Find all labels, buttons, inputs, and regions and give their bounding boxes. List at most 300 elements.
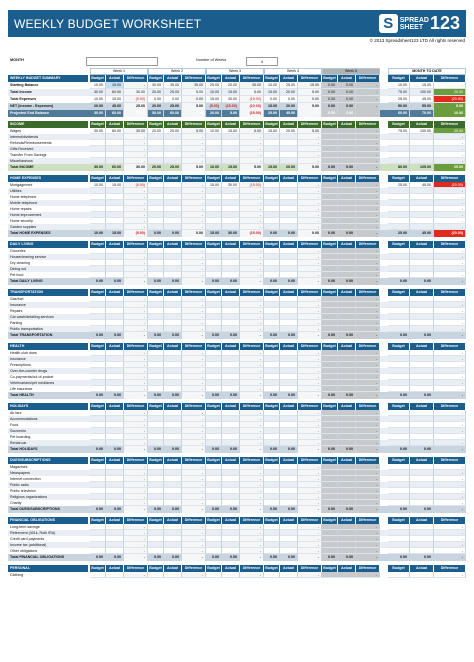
actual-cell[interactable]: 0.00 (164, 230, 182, 237)
difference-cell[interactable]: - (240, 206, 264, 212)
difference-cell[interactable]: - (182, 260, 206, 266)
actual-cell[interactable]: 60.00 (106, 89, 124, 96)
difference-cell[interactable]: - (240, 140, 264, 146)
difference-cell[interactable]: - (356, 446, 380, 453)
difference-cell[interactable]: - (356, 188, 380, 194)
difference-cell[interactable]: 30.00 (124, 110, 148, 117)
difference-cell[interactable]: - (240, 320, 264, 326)
actual-cell[interactable]: 45.00 (106, 103, 124, 110)
difference-cell[interactable]: - (298, 554, 322, 561)
difference-cell[interactable]: - (240, 464, 264, 470)
actual-cell[interactable]: 15.00 (106, 230, 124, 237)
difference-cell[interactable]: - (298, 524, 322, 530)
difference-cell[interactable]: 35.00 (182, 82, 206, 89)
budget-cell[interactable] (148, 572, 164, 578)
difference-cell[interactable]: 0.00 (182, 230, 206, 237)
difference-cell[interactable]: 35.00 (240, 82, 264, 89)
actual-cell[interactable]: 0.00 (106, 446, 124, 453)
budget-cell[interactable] (322, 572, 338, 578)
actual-cell[interactable]: 0.00 (164, 554, 182, 561)
difference-cell[interactable]: - (124, 362, 148, 368)
budget-cell[interactable]: 15.00 (264, 164, 280, 171)
budget-cell[interactable]: 15.00 (206, 182, 222, 188)
budget-cell[interactable]: 0.00 (264, 96, 280, 103)
difference-cell[interactable]: - (124, 482, 148, 488)
budget-cell[interactable]: 0.00 (148, 506, 164, 513)
difference-cell[interactable]: - (356, 212, 380, 218)
difference-cell[interactable]: - (356, 182, 380, 188)
difference-cell[interactable]: - (182, 194, 206, 200)
difference-cell[interactable]: - (298, 140, 322, 146)
budget-cell[interactable]: 0.00 (322, 110, 338, 117)
actual-cell[interactable] (280, 572, 298, 578)
difference-cell[interactable]: - (298, 350, 322, 356)
difference-cell[interactable]: - (182, 218, 206, 224)
difference-cell[interactable]: - (298, 188, 322, 194)
budget-cell[interactable]: 0.00 (206, 332, 222, 339)
difference-cell[interactable]: - (182, 428, 206, 434)
actual-cell[interactable]: 0.00 (338, 278, 356, 285)
difference-cell[interactable]: - (240, 212, 264, 218)
difference-cell[interactable]: - (240, 260, 264, 266)
difference-cell[interactable]: - (298, 224, 322, 230)
difference-cell[interactable]: - (298, 428, 322, 434)
difference-cell[interactable]: 5.00 (240, 128, 264, 134)
difference-cell[interactable]: - (356, 146, 380, 152)
difference-cell[interactable]: - (240, 194, 264, 200)
difference-cell[interactable]: - (356, 488, 380, 494)
difference-cell[interactable]: - (240, 380, 264, 386)
difference-cell[interactable]: - (182, 206, 206, 212)
difference-cell[interactable]: - (298, 572, 322, 578)
difference-cell[interactable]: - (124, 158, 148, 164)
difference-cell[interactable]: - (356, 308, 380, 314)
difference-cell[interactable]: - (356, 326, 380, 332)
difference-cell[interactable]: - (298, 494, 322, 500)
difference-cell[interactable]: - (182, 308, 206, 314)
actual-cell[interactable]: 20.00 (280, 164, 298, 171)
difference-cell[interactable]: - (182, 488, 206, 494)
difference-cell[interactable]: - (356, 140, 380, 146)
budget-cell[interactable]: 0.00 (206, 446, 222, 453)
budget-cell[interactable]: 30.00 (90, 110, 106, 117)
difference-cell[interactable]: - (240, 494, 264, 500)
difference-cell[interactable]: - (298, 356, 322, 362)
difference-cell[interactable]: - (298, 152, 322, 158)
difference-cell[interactable]: 5.00 (182, 103, 206, 110)
difference-cell[interactable]: - (240, 572, 264, 578)
difference-cell[interactable]: - (124, 536, 148, 542)
difference-cell[interactable]: - (356, 152, 380, 158)
actual-cell[interactable]: 15.00 (106, 82, 124, 89)
difference-cell[interactable]: - (182, 314, 206, 320)
difference-cell[interactable]: - (240, 254, 264, 260)
difference-cell[interactable]: - (124, 386, 148, 392)
difference-cell[interactable]: 5.00 (240, 164, 264, 171)
difference-cell[interactable]: - (356, 506, 380, 513)
difference-cell[interactable]: - (240, 368, 264, 374)
difference-cell[interactable]: - (182, 410, 206, 416)
difference-cell[interactable]: - (356, 89, 380, 96)
difference-cell[interactable]: - (356, 134, 380, 140)
difference-cell[interactable]: - (356, 416, 380, 422)
difference-cell[interactable]: - (356, 260, 380, 266)
difference-cell[interactable]: 5.00 (298, 103, 322, 110)
difference-cell[interactable]: - (356, 314, 380, 320)
difference-cell[interactable]: - (298, 476, 322, 482)
budget-cell[interactable]: 0.00 (148, 446, 164, 453)
difference-cell[interactable]: - (356, 128, 380, 134)
actual-cell[interactable]: 0.00 (280, 392, 298, 399)
difference-cell[interactable]: - (182, 392, 206, 399)
difference-cell[interactable]: - (182, 320, 206, 326)
difference-cell[interactable]: - (356, 320, 380, 326)
difference-cell[interactable]: 5.00 (240, 89, 264, 96)
actual-cell[interactable] (164, 572, 182, 578)
difference-cell[interactable]: - (298, 464, 322, 470)
actual-cell[interactable]: 0.00 (222, 278, 240, 285)
difference-cell[interactable]: - (240, 524, 264, 530)
budget-cell[interactable]: 0.00 (322, 278, 338, 285)
difference-cell[interactable]: - (182, 380, 206, 386)
actual-cell[interactable]: 25.00 (164, 128, 182, 134)
budget-cell[interactable]: 0.00 (322, 164, 338, 171)
difference-cell[interactable]: - (356, 548, 380, 554)
difference-cell[interactable]: - (298, 542, 322, 548)
difference-cell[interactable]: - (356, 296, 380, 302)
difference-cell[interactable]: - (298, 362, 322, 368)
budget-cell[interactable]: 0.00 (206, 392, 222, 399)
difference-cell[interactable]: - (124, 368, 148, 374)
budget-cell[interactable]: 10.00 (206, 89, 222, 96)
difference-cell[interactable]: - (356, 356, 380, 362)
difference-cell[interactable]: - (298, 200, 322, 206)
actual-cell[interactable] (338, 572, 356, 578)
difference-cell[interactable]: (15.00) (240, 182, 264, 188)
budget-cell[interactable]: 20.00 (148, 103, 164, 110)
actual-cell[interactable]: 0.00 (106, 554, 124, 561)
budget-cell[interactable]: 0.00 (322, 332, 338, 339)
difference-cell[interactable]: - (124, 152, 148, 158)
difference-cell[interactable]: - (356, 500, 380, 506)
actual-cell[interactable]: 20.00 (222, 82, 240, 89)
budget-cell[interactable]: 10.00 (206, 164, 222, 171)
difference-cell[interactable]: - (240, 476, 264, 482)
difference-cell[interactable]: - (240, 308, 264, 314)
budget-cell[interactable]: 0.00 (148, 554, 164, 561)
difference-cell[interactable]: - (298, 272, 322, 278)
difference-cell[interactable]: - (182, 362, 206, 368)
actual-cell[interactable]: 0.00 (164, 506, 182, 513)
difference-cell[interactable]: - (182, 386, 206, 392)
actual-cell[interactable]: 60.00 (106, 164, 124, 171)
budget-cell[interactable]: 0.00 (90, 554, 106, 561)
difference-cell[interactable]: - (356, 110, 380, 117)
difference-cell[interactable]: - (124, 488, 148, 494)
difference-cell[interactable]: - (240, 218, 264, 224)
difference-cell[interactable]: - (124, 134, 148, 140)
difference-cell[interactable]: - (124, 350, 148, 356)
difference-cell[interactable]: - (356, 572, 380, 578)
difference-cell[interactable]: - (240, 356, 264, 362)
difference-cell[interactable]: - (356, 164, 380, 171)
difference-cell[interactable]: - (298, 530, 322, 536)
difference-cell[interactable]: - (124, 200, 148, 206)
difference-cell[interactable]: - (240, 362, 264, 368)
difference-cell[interactable]: - (356, 230, 380, 237)
difference-cell[interactable]: - (124, 254, 148, 260)
difference-cell[interactable]: - (124, 524, 148, 530)
difference-cell[interactable]: 10.00 (182, 110, 206, 117)
actual-cell[interactable]: 0.00 (338, 332, 356, 339)
difference-cell[interactable]: - (124, 356, 148, 362)
actual-cell[interactable]: 0.00 (222, 506, 240, 513)
budget-cell[interactable]: 0.00 (264, 554, 280, 561)
difference-cell[interactable]: - (240, 302, 264, 308)
difference-cell[interactable]: - (182, 530, 206, 536)
actual-cell[interactable]: 20.00 (280, 103, 298, 110)
difference-cell[interactable]: - (356, 224, 380, 230)
actual-cell[interactable]: 0.00 (280, 278, 298, 285)
difference-cell[interactable]: - (356, 368, 380, 374)
difference-cell[interactable]: - (124, 464, 148, 470)
difference-cell[interactable]: - (182, 356, 206, 362)
difference-cell[interactable]: - (124, 434, 148, 440)
actual-cell[interactable]: 0.00 (222, 392, 240, 399)
actual-cell[interactable]: 60.00 (106, 110, 124, 117)
actual-cell[interactable]: 5.00 (222, 110, 240, 117)
actual-cell[interactable] (106, 572, 124, 578)
difference-cell[interactable]: - (182, 266, 206, 272)
difference-cell[interactable]: - (240, 332, 264, 339)
difference-cell[interactable]: - (124, 554, 148, 561)
budget-cell[interactable]: 25.00 (264, 110, 280, 117)
difference-cell[interactable]: - (298, 218, 322, 224)
difference-cell[interactable]: - (182, 152, 206, 158)
difference-cell[interactable]: - (240, 266, 264, 272)
difference-cell[interactable]: - (298, 470, 322, 476)
difference-cell[interactable]: - (124, 140, 148, 146)
difference-cell[interactable]: - (298, 308, 322, 314)
budget-cell[interactable]: 30.00 (90, 164, 106, 171)
actual-cell[interactable]: 0.00 (338, 82, 356, 89)
difference-cell[interactable]: - (240, 542, 264, 548)
actual-cell[interactable]: 0.00 (222, 446, 240, 453)
difference-cell[interactable]: - (124, 302, 148, 308)
difference-cell[interactable]: - (124, 506, 148, 513)
difference-cell[interactable]: - (356, 380, 380, 386)
difference-cell[interactable]: - (124, 440, 148, 446)
difference-cell[interactable]: - (298, 368, 322, 374)
difference-cell[interactable]: - (124, 326, 148, 332)
budget-cell[interactable]: 0.00 (148, 278, 164, 285)
budget-cell[interactable]: 15.00 (264, 89, 280, 96)
difference-cell[interactable]: (10.00) (240, 103, 264, 110)
difference-cell[interactable]: - (298, 386, 322, 392)
actual-cell[interactable]: 30.00 (222, 182, 240, 188)
actual-cell[interactable]: 15.00 (106, 96, 124, 103)
actual-cell[interactable]: 0.00 (280, 230, 298, 237)
budget-cell[interactable]: 10.00 (206, 128, 222, 134)
difference-cell[interactable]: - (298, 482, 322, 488)
difference-cell[interactable]: - (182, 188, 206, 194)
budget-cell[interactable]: 10.00 (264, 82, 280, 89)
difference-cell[interactable]: - (298, 266, 322, 272)
difference-cell[interactable]: (15.00) (240, 96, 264, 103)
difference-cell[interactable]: 5.00 (182, 89, 206, 96)
actual-cell[interactable]: 60.00 (164, 110, 182, 117)
budget-cell[interactable]: 0.00 (322, 506, 338, 513)
difference-cell[interactable]: - (356, 82, 380, 89)
difference-cell[interactable]: (5.00) (124, 182, 148, 188)
difference-cell[interactable]: 5.00 (182, 164, 206, 171)
difference-cell[interactable]: - (182, 182, 206, 188)
difference-cell[interactable]: - (356, 428, 380, 434)
difference-cell[interactable]: - (240, 248, 264, 254)
difference-cell[interactable]: - (240, 158, 264, 164)
budget-cell[interactable]: 15.00 (206, 230, 222, 237)
actual-cell[interactable]: 0.00 (338, 506, 356, 513)
difference-cell[interactable]: - (298, 296, 322, 302)
difference-cell[interactable]: - (240, 440, 264, 446)
difference-cell[interactable]: - (356, 434, 380, 440)
difference-cell[interactable]: - (240, 314, 264, 320)
budget-cell[interactable]: 0.00 (90, 278, 106, 285)
difference-cell[interactable]: - (124, 82, 148, 89)
difference-cell[interactable]: - (298, 434, 322, 440)
difference-cell[interactable]: - (124, 416, 148, 422)
difference-cell[interactable]: - (356, 554, 380, 561)
difference-cell[interactable]: - (356, 194, 380, 200)
difference-cell[interactable]: - (356, 530, 380, 536)
difference-cell[interactable]: (5.00) (124, 96, 148, 103)
budget-cell[interactable]: 0.00 (90, 392, 106, 399)
difference-cell[interactable]: - (124, 218, 148, 224)
difference-cell[interactable]: - (240, 272, 264, 278)
budget-cell[interactable]: 15.00 (264, 128, 280, 134)
difference-cell[interactable]: - (124, 470, 148, 476)
budget-cell[interactable] (206, 572, 222, 578)
difference-cell[interactable]: - (298, 416, 322, 422)
weeks-input[interactable]: 4 (246, 57, 278, 66)
difference-cell[interactable]: - (356, 422, 380, 428)
actual-cell[interactable]: 0.00 (338, 103, 356, 110)
difference-cell[interactable]: - (124, 374, 148, 380)
budget-cell[interactable]: 0.00 (322, 446, 338, 453)
difference-cell[interactable]: - (240, 146, 264, 152)
difference-cell[interactable]: - (298, 314, 322, 320)
difference-cell[interactable]: - (182, 326, 206, 332)
difference-cell[interactable]: - (356, 96, 380, 103)
budget-cell[interactable]: 10.00 (90, 82, 106, 89)
actual-cell[interactable]: 15.00 (222, 128, 240, 134)
difference-cell[interactable]: - (298, 536, 322, 542)
budget-cell[interactable]: 0.00 (206, 278, 222, 285)
difference-cell[interactable]: - (356, 218, 380, 224)
difference-cell[interactable]: - (182, 548, 206, 554)
difference-cell[interactable]: - (240, 536, 264, 542)
month-input[interactable] (86, 57, 158, 66)
actual-cell[interactable]: 0.00 (338, 110, 356, 117)
difference-cell[interactable]: - (182, 422, 206, 428)
difference-cell[interactable]: - (298, 374, 322, 380)
difference-cell[interactable]: 0.00 (182, 96, 206, 103)
difference-cell[interactable]: 30.00 (124, 164, 148, 171)
actual-cell[interactable]: 15.00 (106, 182, 124, 188)
difference-cell[interactable]: - (240, 422, 264, 428)
budget-cell[interactable]: 0.00 (264, 392, 280, 399)
actual-cell[interactable]: 25.00 (164, 103, 182, 110)
actual-cell[interactable]: 0.00 (338, 89, 356, 96)
difference-cell[interactable]: - (356, 494, 380, 500)
budget-cell[interactable]: 0.00 (264, 506, 280, 513)
budget-cell[interactable]: 0.00 (264, 278, 280, 285)
difference-cell[interactable]: - (124, 530, 148, 536)
difference-cell[interactable]: 5.00 (298, 89, 322, 96)
actual-cell[interactable]: 20.00 (280, 128, 298, 134)
actual-cell[interactable]: 0.00 (338, 446, 356, 453)
difference-cell[interactable]: - (124, 278, 148, 285)
difference-cell[interactable]: - (182, 212, 206, 218)
budget-cell[interactable]: 0.00 (206, 506, 222, 513)
difference-cell[interactable]: - (182, 200, 206, 206)
difference-cell[interactable]: - (240, 392, 264, 399)
difference-cell[interactable]: - (240, 296, 264, 302)
difference-cell[interactable]: - (182, 476, 206, 482)
budget-cell[interactable]: 0.00 (90, 506, 106, 513)
difference-cell[interactable]: (15.00) (240, 230, 264, 237)
difference-cell[interactable]: - (240, 134, 264, 140)
difference-cell[interactable]: 20.00 (298, 110, 322, 117)
budget-cell[interactable]: 0.00 (148, 392, 164, 399)
budget-cell[interactable]: 20.00 (90, 103, 106, 110)
difference-cell[interactable]: - (240, 446, 264, 453)
difference-cell[interactable]: - (240, 482, 264, 488)
difference-cell[interactable]: - (298, 260, 322, 266)
budget-cell[interactable]: 0.00 (264, 332, 280, 339)
difference-cell[interactable]: - (240, 200, 264, 206)
difference-cell[interactable]: - (356, 206, 380, 212)
difference-cell[interactable]: - (124, 314, 148, 320)
difference-cell[interactable]: - (240, 470, 264, 476)
difference-cell[interactable]: - (182, 332, 206, 339)
actual-cell[interactable]: 0.00 (106, 392, 124, 399)
difference-cell[interactable]: - (182, 446, 206, 453)
difference-cell[interactable]: - (182, 500, 206, 506)
budget-cell[interactable]: 0.00 (148, 96, 164, 103)
difference-cell[interactable]: - (356, 464, 380, 470)
difference-cell[interactable]: - (182, 470, 206, 476)
difference-cell[interactable]: - (182, 350, 206, 356)
actual-cell[interactable]: 0.00 (164, 392, 182, 399)
difference-cell[interactable]: - (182, 494, 206, 500)
actual-cell[interactable]: 0.00 (106, 278, 124, 285)
budget-cell[interactable]: 30.00 (90, 128, 106, 134)
difference-cell[interactable]: - (124, 572, 148, 578)
difference-cell[interactable]: - (356, 392, 380, 399)
difference-cell[interactable]: - (356, 278, 380, 285)
difference-cell[interactable]: - (240, 410, 264, 416)
difference-cell[interactable]: - (356, 476, 380, 482)
difference-cell[interactable]: - (298, 500, 322, 506)
difference-cell[interactable]: - (298, 278, 322, 285)
difference-cell[interactable]: - (182, 554, 206, 561)
difference-cell[interactable]: - (356, 302, 380, 308)
difference-cell[interactable]: - (124, 194, 148, 200)
actual-cell[interactable] (222, 572, 240, 578)
actual-cell[interactable]: 0.00 (338, 96, 356, 103)
budget-cell[interactable]: 20.00 (148, 164, 164, 171)
